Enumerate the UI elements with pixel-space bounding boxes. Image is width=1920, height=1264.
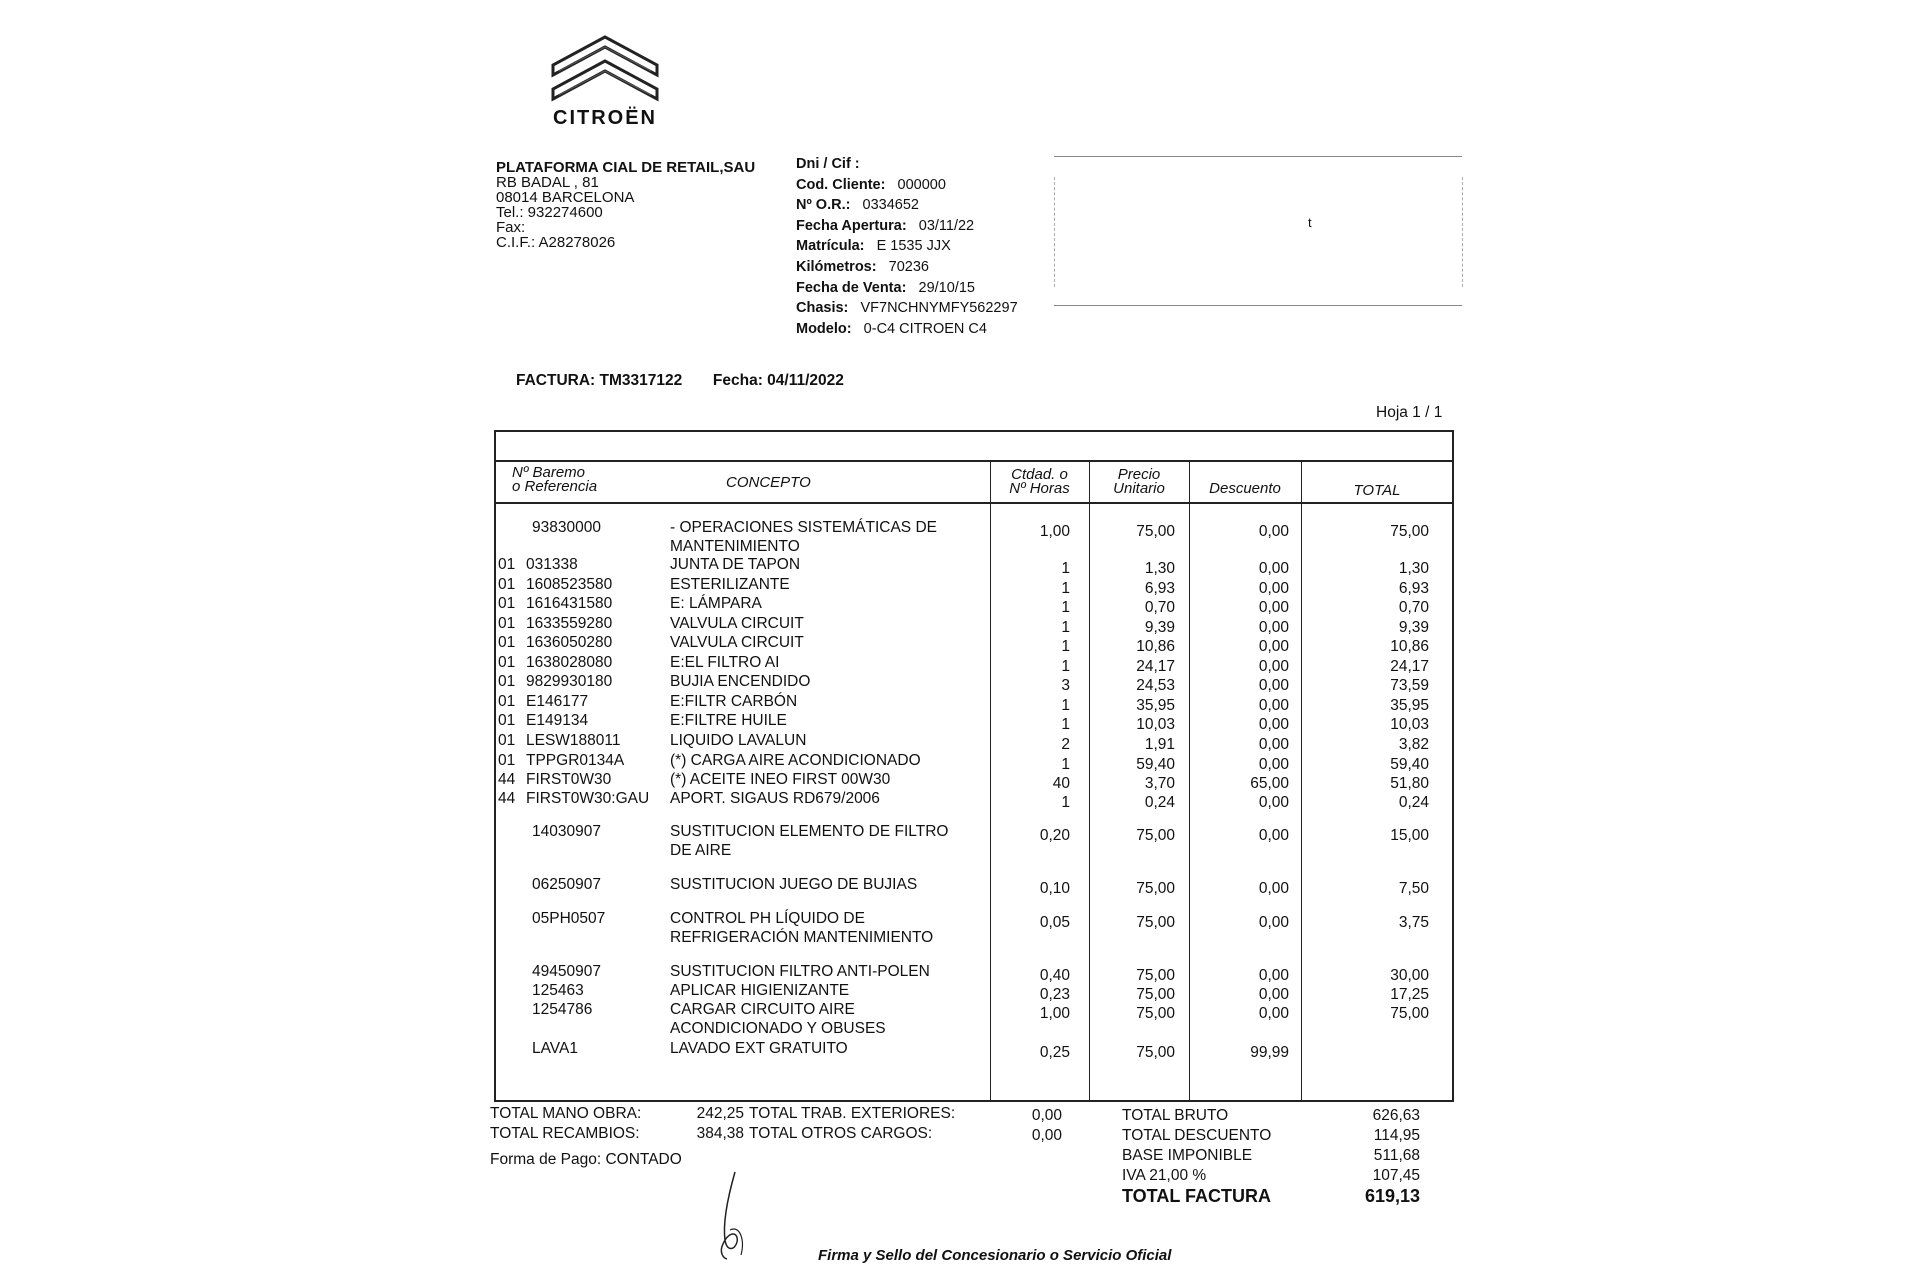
- cell-descuento: 0,00: [1258, 638, 1289, 655]
- cell-precio: 75,00: [1136, 1044, 1175, 1061]
- cell-descuento: 99,99: [1250, 1044, 1289, 1061]
- invoice-header: [516, 372, 844, 390]
- vehicle-field-label: Fecha Apertura:: [796, 217, 907, 234]
- cell-descuento: 0,00: [1258, 794, 1289, 811]
- cell-concepto: [670, 712, 990, 731]
- cell-ref: TPPGR0134A: [526, 752, 625, 769]
- cell-precio: 0,70: [1144, 599, 1175, 616]
- concepto-line: REFRIGERACIÓN MANTENIMIENTO: [670, 928, 934, 946]
- vehicle-field: [796, 154, 1018, 175]
- cell-total: 9,39: [1398, 619, 1429, 636]
- cell-ref: 1636050280: [526, 634, 613, 651]
- bruto-label: TOTAL BRUTO: [1122, 1107, 1229, 1124]
- iva-label: IVA 21,00 %: [1122, 1167, 1207, 1184]
- cell-concepto: [670, 634, 990, 653]
- cell-ref: FIRST0W30:GAU: [526, 790, 650, 807]
- cell-ref: 1638028080: [526, 654, 613, 671]
- cell-descuento: 0,00: [1258, 658, 1289, 675]
- cell-cantidad: 1: [1061, 794, 1070, 811]
- factura-number: TM3317122: [599, 372, 683, 389]
- concepto-line: CARGAR CIRCUITO AIRE: [670, 1001, 855, 1018]
- cell-descuento: 65,00: [1250, 775, 1289, 792]
- cell-cantidad: 0,23: [1039, 986, 1070, 1003]
- forma-pago: Forma de Pago: CONTADO: [490, 1151, 682, 1168]
- cell-ref: 05PH0507: [532, 910, 606, 927]
- cell-descuento: 0,00: [1258, 580, 1289, 597]
- descuento-value: 114,95: [1373, 1127, 1420, 1144]
- total-factura-label: TOTAL FACTURA: [1122, 1186, 1271, 1206]
- cell-prefix: 01: [498, 556, 516, 573]
- company-tel: Tel.: 932274600: [496, 204, 603, 221]
- cell-ref: E149134: [526, 712, 589, 729]
- company-address2: 08014 BARCELONA: [496, 189, 635, 206]
- cell-total: 6,93: [1398, 580, 1429, 597]
- vehicle-field-label: Fecha de Venta:: [796, 279, 907, 296]
- cell-ref: 1608523580: [526, 576, 613, 593]
- otros-label: TOTAL OTROS CARGOS:: [749, 1125, 933, 1142]
- cell-prefix: 01: [498, 654, 516, 671]
- header-precio-line1: Precio: [1117, 466, 1161, 483]
- cell-descuento: 0,00: [1258, 1005, 1289, 1022]
- cell-precio: 10,03: [1136, 716, 1175, 733]
- cell-precio: 75,00: [1136, 827, 1175, 844]
- vehicle-field-label: Modelo:: [796, 320, 852, 337]
- cell-cantidad: 0,20: [1039, 827, 1070, 844]
- concepto-line: ESTERILIZANTE: [670, 576, 790, 593]
- cell-cantidad: 0,10: [1039, 880, 1070, 897]
- summary-middle-values: [1010, 1106, 1062, 1146]
- cell-concepto: [670, 1040, 990, 1059]
- vehicle-field-label: Dni / Cif :: [796, 156, 860, 172]
- trab-ext-value: 0,00: [1031, 1107, 1062, 1124]
- vehicle-field: [796, 175, 1018, 196]
- cell-ref: 06250907: [532, 876, 601, 893]
- cell-precio: 0,24: [1144, 794, 1175, 811]
- cell-precio: 10,86: [1136, 638, 1175, 655]
- cell-descuento: 0,00: [1258, 599, 1289, 616]
- base-label: BASE IMPONIBLE: [1122, 1147, 1253, 1164]
- cell-concepto: [670, 876, 990, 895]
- cell-precio: 1,91: [1144, 736, 1175, 753]
- header-precio-line2: Unitario: [1113, 480, 1165, 497]
- cell-descuento: 0,00: [1258, 716, 1289, 733]
- vehicle-field-label: Nº O.R.:: [796, 197, 851, 214]
- cell-precio: 3,70: [1144, 775, 1175, 792]
- header-concepto: CONCEPTO: [726, 474, 811, 491]
- concepto-line: APLICAR HIGIENIZANTE: [670, 982, 850, 999]
- cell-cantidad: 1,00: [1039, 523, 1070, 540]
- cell-ref: 49450907: [532, 963, 601, 980]
- cell-total: 1,30: [1398, 560, 1429, 577]
- concepto-line: LAVADO EXT GRATUITO: [670, 1040, 848, 1057]
- concepto-line: BUJIA ENCENDIDO: [670, 673, 811, 690]
- cell-concepto: [670, 615, 990, 634]
- summary-left: [490, 1104, 641, 1144]
- vehicle-field-value: 000000: [897, 176, 946, 193]
- descuento-label: TOTAL DESCUENTO: [1122, 1127, 1272, 1144]
- cell-concepto: [670, 910, 990, 947]
- cell-ref: 1254786: [532, 1001, 593, 1018]
- cell-concepto: [670, 771, 990, 790]
- cell-prefix: 01: [498, 712, 516, 729]
- summary-right: [1122, 1106, 1271, 1206]
- otros-value: 0,00: [1031, 1127, 1062, 1144]
- cell-concepto: [670, 790, 990, 809]
- cell-descuento: 0,00: [1258, 967, 1289, 984]
- concepto-line: JUNTA DE TAPON: [670, 556, 801, 573]
- vehicle-field-label: Matrícula:: [796, 238, 865, 255]
- cell-precio: 75,00: [1136, 523, 1175, 540]
- summary-left-values: [660, 1104, 744, 1144]
- cell-precio: 59,40: [1136, 756, 1175, 773]
- cell-ref: FIRST0W30: [526, 771, 612, 788]
- cell-prefix: 01: [498, 752, 516, 769]
- cell-total: 10,03: [1390, 716, 1429, 733]
- concepto-line: CONTROL PH LÍQUIDO DE: [670, 910, 865, 927]
- cell-prefix: 44: [498, 771, 516, 788]
- cell-concepto: [670, 963, 990, 982]
- vehicle-field-label: Kilómetros:: [796, 258, 877, 275]
- concepto-line: ACONDICIONADO Y OBUSES: [670, 1019, 886, 1037]
- firma-sello: Firma y Sello del Concesionario o Servicio Oficial: [818, 1247, 1172, 1264]
- mano-obra-label: TOTAL MANO OBRA:: [490, 1105, 642, 1122]
- base-value: 511,68: [1373, 1147, 1420, 1164]
- vehicle-field: [796, 319, 1018, 340]
- cell-precio: 75,00: [1136, 1005, 1175, 1022]
- vehicle-field-value: 29/10/15: [918, 279, 975, 296]
- summary-right-values: [1340, 1106, 1420, 1206]
- cell-ref: 93830000: [532, 519, 601, 536]
- vehicle-field-label: Chasis:: [796, 300, 849, 317]
- cell-descuento: 0,00: [1258, 619, 1289, 636]
- cell-total: 0,24: [1398, 794, 1429, 811]
- company-cif: C.I.F.: A28278026: [496, 234, 616, 251]
- concepto-line: E:EL FILTRO AI: [670, 654, 780, 671]
- invoice-table: [494, 430, 1454, 1102]
- cell-total: 75,00: [1390, 523, 1429, 540]
- fecha-label: Fecha:: [712, 372, 763, 389]
- concepto-line: APORT. SIGAUS RD679/2006: [670, 790, 880, 807]
- cell-concepto: [670, 576, 990, 595]
- cell-precio: 35,95: [1136, 697, 1175, 714]
- cell-cantidad: 1: [1061, 619, 1070, 636]
- cell-descuento: 0,00: [1258, 560, 1289, 577]
- bruto-value: 626,63: [1372, 1107, 1420, 1124]
- cell-ref: 14030907: [532, 823, 601, 840]
- cell-prefix: 01: [498, 634, 516, 651]
- cell-prefix: 01: [498, 576, 516, 593]
- cell-concepto: [670, 1001, 990, 1038]
- cell-cantidad: 40: [1052, 775, 1070, 792]
- cell-precio: 75,00: [1136, 880, 1175, 897]
- company-address1: RB BADAL , 81: [496, 174, 599, 191]
- cell-cantidad: 1: [1061, 599, 1070, 616]
- factura-label: FACTURA:: [516, 372, 596, 389]
- cell-ref: 1633559280: [526, 615, 613, 632]
- cell-total: 51,80: [1390, 775, 1429, 792]
- cell-descuento: 0,00: [1258, 756, 1289, 773]
- cell-concepto: [670, 982, 990, 1001]
- total-factura-value: 619,13: [1364, 1186, 1420, 1206]
- mano-obra-value: 242,25: [696, 1105, 744, 1122]
- header-precio: [1089, 468, 1189, 496]
- handwritten-signature: [705, 1170, 755, 1260]
- vehicle-field-value: 03/11/22: [918, 217, 975, 234]
- cell-cantidad: 1: [1061, 580, 1070, 597]
- trab-ext-label: TOTAL TRAB. EXTERIORES:: [749, 1105, 956, 1122]
- vehicle-field-value: VF7NCHNYMFY562297: [860, 300, 1018, 317]
- cell-precio: 24,53: [1136, 677, 1175, 694]
- vehicle-info: [796, 154, 1018, 339]
- vehicle-field: [796, 195, 1018, 216]
- cell-cantidad: 1: [1061, 560, 1070, 577]
- cell-precio: 6,93: [1144, 580, 1175, 597]
- concepto-line: SUSTITUCION FILTRO ANTI-POLEN: [670, 963, 930, 980]
- cell-descuento: 0,00: [1258, 880, 1289, 897]
- cell-total: 0,70: [1398, 599, 1429, 616]
- address-box-mark: t: [1308, 215, 1312, 230]
- vehicle-field: [796, 298, 1018, 319]
- logo-text: CITROËN: [553, 107, 657, 129]
- summary-middle: [749, 1104, 955, 1144]
- cell-concepto: [670, 595, 990, 614]
- cell-concepto: [670, 823, 990, 860]
- vehicle-field: [796, 257, 1018, 278]
- cell-ref: LESW188011: [526, 732, 621, 749]
- vehicle-field-value: 0334652: [862, 197, 919, 214]
- cell-total: 7,50: [1398, 880, 1429, 897]
- cell-concepto: [670, 556, 990, 575]
- concepto-line: (*) ACEITE INEO FIRST 00W30: [670, 771, 891, 788]
- cell-ref: 1616431580: [526, 595, 613, 612]
- concepto-line: (*) CARGA AIRE ACONDICIONADO: [670, 752, 921, 769]
- cell-prefix: 01: [498, 595, 516, 612]
- cell-cantidad: 0,05: [1039, 914, 1070, 931]
- cell-total: 30,00: [1390, 967, 1429, 984]
- cell-prefix: 01: [498, 615, 516, 632]
- vehicle-field-value: 0-C4 CITROEN C4: [863, 320, 987, 337]
- concepto-line: DE AIRE: [670, 841, 732, 859]
- vehicle-field-label: Cod. Cliente:: [796, 176, 886, 193]
- vehicle-field: [796, 236, 1018, 257]
- header-cantidad: [990, 468, 1089, 496]
- cell-cantidad: 2: [1061, 736, 1070, 753]
- header-ref-line1: Nº Baremo: [512, 464, 586, 481]
- company-info: [496, 160, 755, 250]
- header-cantidad-line2: Nº Horas: [1009, 480, 1070, 497]
- cell-precio: 24,17: [1136, 658, 1175, 675]
- cell-cantidad: 1: [1061, 638, 1070, 655]
- cell-ref: 031338: [526, 556, 578, 573]
- recambios-label: TOTAL RECAMBIOS:: [490, 1125, 640, 1142]
- cell-precio: 1,30: [1144, 560, 1175, 577]
- header-ref-line2: o Referencia: [512, 478, 598, 495]
- cell-ref: 125463: [532, 982, 584, 999]
- iva-value: 107,45: [1372, 1167, 1420, 1184]
- header-descuento: Descuento: [1209, 480, 1281, 497]
- cell-ref: 9829930180: [526, 673, 613, 690]
- cell-concepto: [670, 654, 990, 673]
- vehicle-field-value: 70236: [888, 258, 929, 275]
- cell-descuento: 0,00: [1258, 914, 1289, 931]
- cell-cantidad: 0,25: [1039, 1044, 1070, 1061]
- cell-cantidad: 1,00: [1039, 1005, 1070, 1022]
- page-indicator: Hoja 1 / 1: [1376, 404, 1443, 421]
- cell-cantidad: 1: [1061, 658, 1070, 675]
- vehicle-field: [796, 216, 1018, 237]
- cell-prefix: 01: [498, 673, 516, 690]
- cell-cantidad: 3: [1061, 677, 1070, 694]
- cell-total: 15,00: [1390, 827, 1429, 844]
- cell-total: 73,59: [1390, 677, 1429, 694]
- cell-descuento: 0,00: [1258, 827, 1289, 844]
- company-fax: Fax:: [496, 219, 526, 236]
- vehicle-field: [796, 278, 1018, 299]
- cell-precio: 75,00: [1136, 986, 1175, 1003]
- cell-total: 59,40: [1390, 756, 1429, 773]
- cell-cantidad: 1: [1061, 697, 1070, 714]
- concepto-line: SUSTITUCION ELEMENTO DE FILTRO: [670, 823, 949, 840]
- double-chevron-logo-icon: [535, 35, 675, 105]
- customer-address-box: [1054, 156, 1462, 306]
- cell-concepto: [670, 752, 990, 771]
- cell-concepto: [670, 693, 990, 712]
- cell-descuento: 0,00: [1258, 736, 1289, 753]
- cell-cantidad: 1: [1061, 716, 1070, 733]
- cell-concepto: [670, 732, 990, 751]
- header-cantidad-line1: Ctdad. o: [1011, 466, 1068, 483]
- header-ref: [512, 466, 597, 494]
- concepto-line: LIQUIDO LAVALUN: [670, 732, 807, 749]
- cell-descuento: 0,00: [1258, 677, 1289, 694]
- cell-precio: 9,39: [1144, 619, 1175, 636]
- recambios-value: 384,38: [696, 1125, 744, 1142]
- cell-ref: E146177: [526, 693, 589, 710]
- cell-concepto: [670, 673, 990, 692]
- cell-cantidad: 0,40: [1039, 967, 1070, 984]
- fecha-value: 04/11/2022: [767, 372, 844, 389]
- cell-cantidad: 1: [1061, 756, 1070, 773]
- cell-total: 35,95: [1390, 697, 1429, 714]
- cell-total: 3,82: [1398, 736, 1429, 753]
- concepto-line: MANTENIMIENTO: [670, 537, 800, 555]
- cell-descuento: 0,00: [1258, 986, 1289, 1003]
- concepto-line: SUSTITUCION JUEGO DE BUJIAS: [670, 876, 918, 893]
- cell-precio: 75,00: [1136, 914, 1175, 931]
- cell-ref: LAVA1: [532, 1040, 578, 1057]
- cell-prefix: 01: [498, 693, 516, 710]
- concepto-line: VALVULA CIRCUIT: [670, 615, 804, 632]
- cell-total: 75,00: [1390, 1005, 1429, 1022]
- cell-total: 3,75: [1398, 914, 1429, 931]
- concepto-line: - OPERACIONES SISTEMÁTICAS DE: [670, 519, 937, 536]
- concepto-line: E:FILTRE HUILE: [670, 712, 787, 729]
- vehicle-field-value: E 1535 JJX: [876, 238, 951, 255]
- citroen-logo: [535, 35, 675, 135]
- concepto-line: VALVULA CIRCUIT: [670, 634, 804, 651]
- cell-total: 10,86: [1390, 638, 1429, 655]
- cell-prefix: 01: [498, 732, 516, 749]
- cell-prefix: 44: [498, 790, 516, 807]
- cell-concepto: [670, 519, 990, 556]
- concepto-line: E: LÁMPARA: [670, 595, 762, 612]
- header-total: TOTAL: [1353, 482, 1401, 499]
- cell-total: 24,17: [1390, 658, 1429, 675]
- cell-descuento: 0,00: [1258, 523, 1289, 540]
- company-name: PLATAFORMA CIAL DE RETAIL,SAU: [496, 159, 756, 176]
- cell-descuento: 0,00: [1258, 697, 1289, 714]
- cell-precio: 75,00: [1136, 967, 1175, 984]
- cell-total: 17,25: [1390, 986, 1429, 1003]
- concepto-line: E:FILTR CARBÓN: [670, 693, 798, 710]
